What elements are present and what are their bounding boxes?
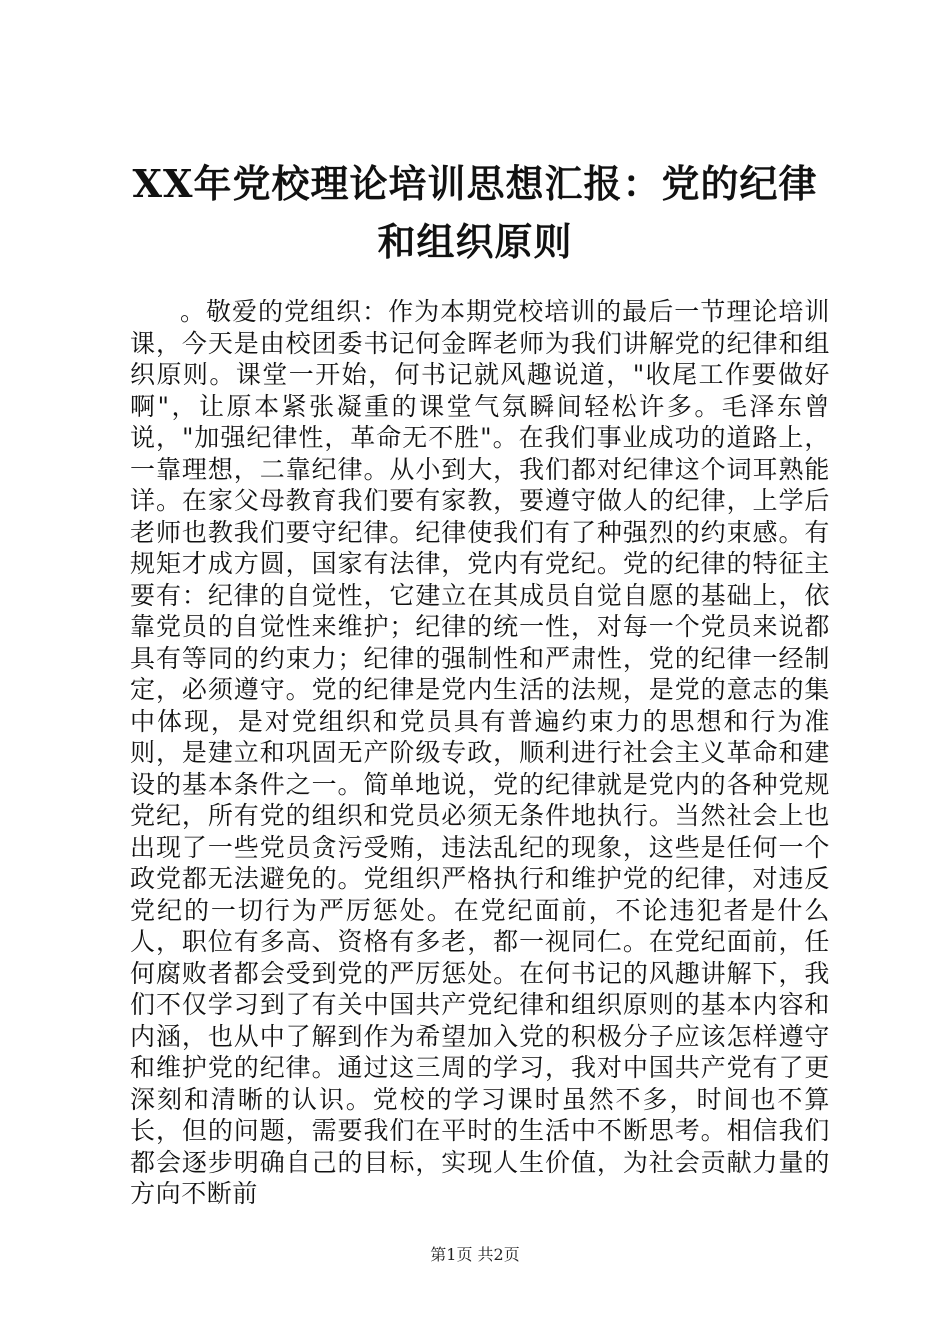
document-title: XX年党校理论培训思想汇报：党的纪律和组织原则 [132, 161, 818, 264]
document-body: 。敬爱的党组织：作为本期党校培训的最后一节理论培训课，今天是由校团委书记何金晖老师为我们讲解党的纪律和组织原则。课堂一开始，何书记就风趣说道，"收尾工作要做好啊"，让原本紧张凝重的课堂气氛瞬间轻松许多。毛泽东曾说，"加强纪律性，革命无不胜"。在我们事业成功的道路上，一靠理想，二靠纪律。从小到大，我们都对纪律这个词耳熟能详。在家父母教育我们要有家教，要遵守做人的纪律，上学后老师也教我们要守纪律。纪律使我们有了种强烈的约束感。有规矩才成方圆，国家有法律，党内有党纪。党的纪律的特征主要有：纪律的自觉性，它建立在其成员自觉自愿的基础上，依靠党员的自觉性来维护；纪律的统一性，对每一个党员来说都具有等同的约束力；纪律的强制性和严肃性，党的纪律一经制定，必须遵守。党的纪律是党内生活的法规，是党的意志的集中体现，是对党组织和党员具有普遍约束力的思想和行为准则，是建立和巩固无产阶级专政，顺利进行社会主义革命和建设的基本条件之一。简单地说，党的纪律就是党内的各种党规党纪，所有党的组织和党员必须无条件地执行。当然社会上也出现了一些党员贪污受贿，违法乱纪的现象，这些是任何一个政党都无法避免的。党组织严格执行和维护党的纪律，对违反党纪的一切行为严厉惩处。在党纪面前，不论违犯者是什么人，职位有多高、资格有多老，都一视同仁。在党纪面前，任何腐败者都会受到党的严厉惩处。在何书记的风趣讲解下，我们不仅学习到了有关中国共产党纪律和组织原则的基本内容和内涵，也从中了解到作为希望加入党的积极分子应该怎样遵守和维护党的纪律。通过这三周的学习，我对中国共产党有了更深刻和清晰的认识。党校的学习课时虽然不多，时间也不算长，但的问题，需要我们在平时的生活中不断思考。相信我们都会逐步明确自己的目标，实现人生价值，为社会贡献力量的方向不断前 [130, 297, 830, 1208]
page-footer: 第1页 共2页 [430, 1245, 520, 1264]
